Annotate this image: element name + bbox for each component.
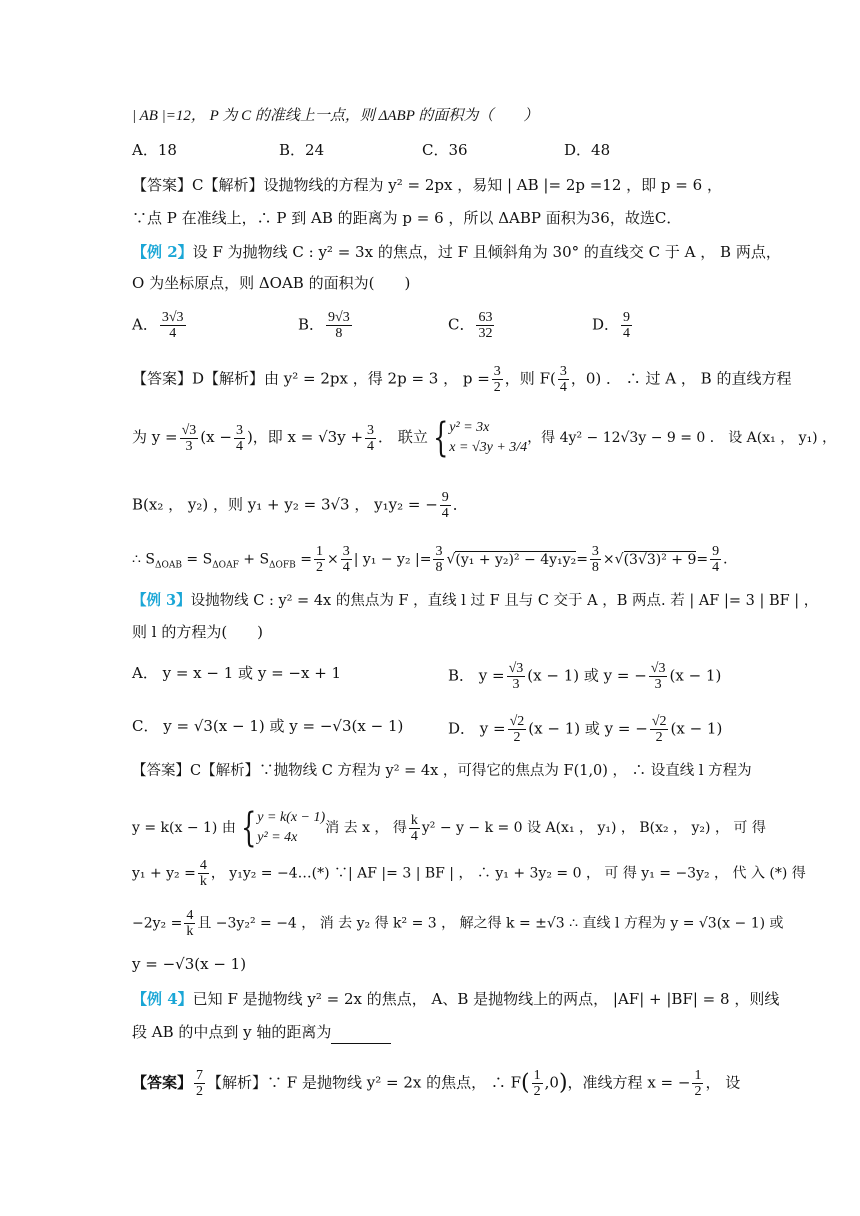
frac-num: √2 [509, 714, 525, 729]
option-2-b [298, 310, 354, 341]
text: −2y₂ = [132, 915, 183, 932]
frac-num: √3 [650, 661, 666, 676]
frac-den: 8 [435, 560, 443, 575]
fraction [692, 1068, 703, 1099]
text: ． [723, 551, 738, 568]
frac-den: 2 [315, 560, 323, 575]
answer-2-b-post: ，得 4y² − 12√3y − 9 = 0 ． 设 A(x₁ ， y₁) ， [527, 430, 837, 446]
text: = S [186, 551, 213, 568]
fraction [198, 858, 209, 889]
option-2-a-num: 3√3 [161, 310, 184, 325]
option-2-c-den: 32 [478, 326, 493, 341]
option-2-b-den: 8 [335, 326, 343, 341]
example-3-stem-line-1 [132, 589, 819, 613]
text: | y₁ − y₂ |= [353, 551, 432, 568]
fraction [314, 544, 325, 575]
frac-num: 9 [441, 490, 449, 505]
subscript: ΔOAF [212, 560, 239, 571]
option-1-b: B．24 [279, 141, 325, 159]
frac-den: 4 [410, 828, 418, 844]
frac-den: 4 [342, 560, 350, 575]
example-3-text-1: 设抛物线 C : y² = 4x 的焦点为 F ，直线 l 过 F 且与 C 交于 A ，B 两点. 若 | AF |= 3 | BF | ， [190, 593, 819, 609]
frac-den: 3 [512, 677, 520, 692]
answer-blank [331, 1027, 391, 1044]
answer-2-b-mid1: (x − [200, 428, 232, 446]
example-2-stem-line-1 [132, 240, 781, 264]
answer-2-line-1 [132, 364, 792, 395]
fraction [650, 714, 669, 745]
example-3-tag: 【例 3】 [132, 592, 191, 609]
example-4-stem-line-2 [132, 1020, 728, 1044]
frac-num: 1 [315, 544, 323, 559]
text: 且 −3y₂² = −4 ， 消 去 y₂ 得 k² = 3 ， 解之得 k = ±√3 ∴ 直线 l 方程为 y = √3(x − 1) 或 [197, 915, 784, 932]
option-2-c-num: 63 [478, 310, 493, 325]
option-2-c-label: C． [448, 315, 475, 334]
frac-den: 2 [513, 730, 521, 745]
option-2-d-den: 4 [623, 326, 631, 341]
frac-num: 9 [712, 544, 720, 559]
sqrt-icon: √ [446, 551, 456, 568]
text: ， 设 [705, 1073, 741, 1092]
frac-num: 3 [435, 544, 443, 559]
fraction [194, 1068, 205, 1099]
example-2-tag: 【例 2】 [132, 243, 193, 261]
answer-4-label: 【答案】 [132, 1073, 193, 1092]
answer-3-line-5: y = −√3(x − 1) [132, 955, 247, 973]
fraction [234, 423, 245, 454]
frac-den: 2 [694, 1084, 702, 1099]
system-brace: { [432, 415, 449, 461]
frac-num: 3 [342, 544, 350, 559]
frac-den: 8 [591, 560, 599, 575]
example-2-stem-line-2: O 为坐标原点，则 ΔOAB 的面积为( ) [132, 274, 411, 292]
text: 消 去 x ， 得 [325, 820, 407, 836]
text: = [300, 551, 312, 568]
option-2-c-fraction [476, 310, 494, 341]
frac-num: 3 [493, 364, 501, 379]
frac-den: 4 [235, 438, 243, 454]
answer-2-a-post: ，0) ． ∴ 过 A ， B 的直线方程 [570, 369, 792, 388]
frac-den: 2 [493, 380, 501, 395]
answer-3-line-1: 【答案】C【解析】∵抛物线 C 方程为 y² = 4x ，可得它的焦点为 F(1,0) ， ∴ 设直线 l 方程为 [132, 763, 752, 779]
answer-2-line-3 [132, 490, 728, 521]
example-2-text-1: 设 F 为抛物线 C : y² = 3x 的焦点，过 F 且倾斜角为 30° 的直线交 C 于 A ， B 两点， [192, 243, 781, 261]
option-2-b-label: B． [298, 315, 325, 334]
text: y₁ + y₂ = [132, 865, 196, 882]
frac-num: 3 [559, 364, 567, 379]
option-2-d-fraction [621, 310, 632, 341]
option-2-b-fraction [326, 310, 352, 341]
answer-2-b-mid3: ． 联立 [378, 428, 428, 446]
fraction [180, 423, 199, 454]
sqrt-content: (y₁ + y₂)² − 4y₁y₂ [455, 551, 577, 568]
answer-2-b-pre: 为 y = [132, 428, 178, 446]
paren-open: ( [521, 1070, 530, 1096]
text: × [602, 551, 615, 568]
frac-num: √2 [651, 714, 667, 729]
fraction [590, 544, 601, 575]
option-1-a: A．18 [132, 141, 177, 159]
frac-num: 4 [186, 908, 194, 923]
fraction [710, 544, 721, 575]
text: = [576, 551, 588, 568]
frac-num: √3 [181, 422, 197, 438]
fraction [440, 490, 451, 521]
text: ，准线方程 x = − [567, 1073, 691, 1092]
option-2-b-num: 9√3 [328, 310, 350, 325]
frac-num: 3 [591, 544, 599, 559]
subscript: ΔOAB [154, 560, 182, 571]
frac-den: k [199, 874, 207, 889]
equation-system [449, 418, 527, 458]
fraction [508, 714, 527, 745]
sqrt-icon: √ [614, 551, 624, 568]
subscript: ΔOFB [269, 560, 296, 571]
answer-4-line-1 [132, 1068, 741, 1099]
system-brace: { [240, 805, 257, 851]
example-4-tag: 【例 4】 [132, 990, 193, 1008]
fraction [507, 661, 526, 692]
frac-den: 4 [559, 380, 567, 395]
text: + S [243, 551, 270, 568]
fraction [341, 544, 352, 575]
text: × [326, 551, 339, 568]
text: ,0 [544, 1073, 559, 1092]
system-eq-1: y = k(x − 1) [257, 810, 326, 825]
answer-1-line-1: 【答案】C【解析】设抛物线的方程为 y² = 2px ，易知 | AB |= 2p =12 ，即 p = 6 ， [132, 176, 722, 194]
frac-den: 4 [441, 506, 449, 521]
frac-num: k [410, 812, 418, 828]
frac-num: 1 [694, 1068, 702, 1083]
option-2-d [592, 310, 634, 341]
text: ， y₁y₂ = −4…(*) ∵| AF |= 3 | BF | ， ∴ y₁ + 3y₂ = 0 ， 可 得 y₁ = −3y₂ ， 代 入 (*) 得 [210, 865, 806, 882]
equation-system [257, 808, 325, 848]
frac-den: 2 [533, 1084, 541, 1099]
frac-num: 1 [533, 1068, 541, 1083]
frac-num: 4 [199, 858, 207, 873]
text: 【解析】∵ F 是抛物线 y² = 2x 的焦点， ∴ F [207, 1073, 522, 1092]
text: D． y = [448, 719, 506, 738]
example-4-text-2: 段 AB 的中点到 y 轴的距离为 [132, 1023, 332, 1041]
option-3-c: C． y = √3(x − 1) 或 y = −√3(x − 1) [132, 717, 404, 735]
fraction [433, 544, 444, 575]
frac-num: 3 [235, 422, 243, 438]
answer-2-c-post: ． [452, 495, 468, 514]
text: ∴ S [132, 551, 155, 568]
question-1-text: | AB |=12， P 为 C 的准线上一点，则 ΔABP 的面积为（ ） [132, 108, 539, 124]
sqrt-content: (3√3)² + 9 [623, 551, 697, 568]
fraction [558, 364, 569, 395]
answer-2-line-4 [132, 544, 738, 577]
answer-2-a-mid: ，则 F( [504, 369, 556, 388]
option-2-a-label: A． [132, 315, 158, 334]
example-3-stem-line-2: 则 l 的方程为( ) [132, 623, 264, 641]
option-3-b [448, 661, 721, 692]
fraction [492, 364, 503, 395]
option-3-d [448, 714, 722, 745]
frac-den: 2 [655, 730, 663, 745]
answer-2-c-pre: B(x₂ ， y₂) ，则 y₁ + y₂ = 3√3 ， y₁y₂ = − [132, 495, 438, 514]
answer-2-a-pre: 【答案】D【解析】由 y² = 2px ，得 2p = 3 ， p = [132, 369, 490, 388]
system-eq-2: y² = 4x [257, 830, 298, 845]
fraction [409, 813, 420, 844]
text: = [696, 551, 709, 568]
option-2-d-num: 9 [623, 310, 631, 325]
option-2-a-fraction [160, 310, 186, 341]
text: (x − 1) 或 y = − [528, 719, 648, 738]
system-eq-1: y² = 3x [449, 420, 490, 435]
answer-3-line-2 [132, 805, 766, 851]
fraction [532, 1068, 543, 1099]
frac-den: 2 [196, 1084, 204, 1099]
text: (x − 1) [669, 666, 722, 685]
answer-3-line-4 [132, 908, 784, 939]
answer-1-line-2: ∵点 P 在准线上，∴ P 到 AB 的距离为 p = 6 ，所以 ΔABP 面积为36，故选C． [132, 209, 682, 227]
fraction [649, 661, 668, 692]
answer-2-line-2 [132, 415, 837, 461]
frac-den: 3 [185, 438, 193, 454]
frac-num: √3 [508, 661, 524, 676]
option-1-c: C．36 [422, 141, 468, 159]
fraction [184, 908, 195, 939]
option-1-d: D．48 [564, 141, 611, 159]
example-4-stem-line-1 [132, 987, 780, 1011]
fraction [365, 423, 376, 454]
text: (x − 1) [670, 719, 723, 738]
frac-den: 3 [654, 677, 662, 692]
text: (x − 1) 或 y = − [527, 666, 647, 685]
option-3-a: A． y = x − 1 或 y = −x + 1 [132, 664, 342, 682]
frac-num: 3 [367, 422, 375, 438]
frac-den: 4 [712, 560, 720, 575]
option-2-a [132, 310, 188, 341]
frac-num: 7 [196, 1068, 204, 1083]
text: y² − y − k = 0 设 A(x₁ ， y₁) ， B(x₂ ， y₂) ， 可 得 [421, 820, 766, 836]
frac-den: 4 [367, 438, 375, 454]
option-2-d-label: D． [592, 315, 620, 334]
example-4-text-1: 已知 F 是抛物线 y² = 2x 的焦点， A、B 是抛物线上的两点， |AF| + |BF| = 8 ，则线 [192, 990, 780, 1008]
answer-3-line-3 [132, 858, 806, 889]
text: B． y = [448, 666, 505, 685]
option-2-c [448, 310, 496, 341]
paren-close: ) [558, 1070, 568, 1096]
answer-2-b-mid2: )，即 x = √3y + [246, 428, 364, 446]
text: y = k(x − 1) 由 [132, 820, 236, 836]
option-2-a-den: 4 [169, 326, 177, 341]
question-1-stem [132, 103, 728, 128]
system-eq-2: x = √3y + 3/4 [449, 440, 528, 455]
frac-den: k [186, 924, 194, 939]
